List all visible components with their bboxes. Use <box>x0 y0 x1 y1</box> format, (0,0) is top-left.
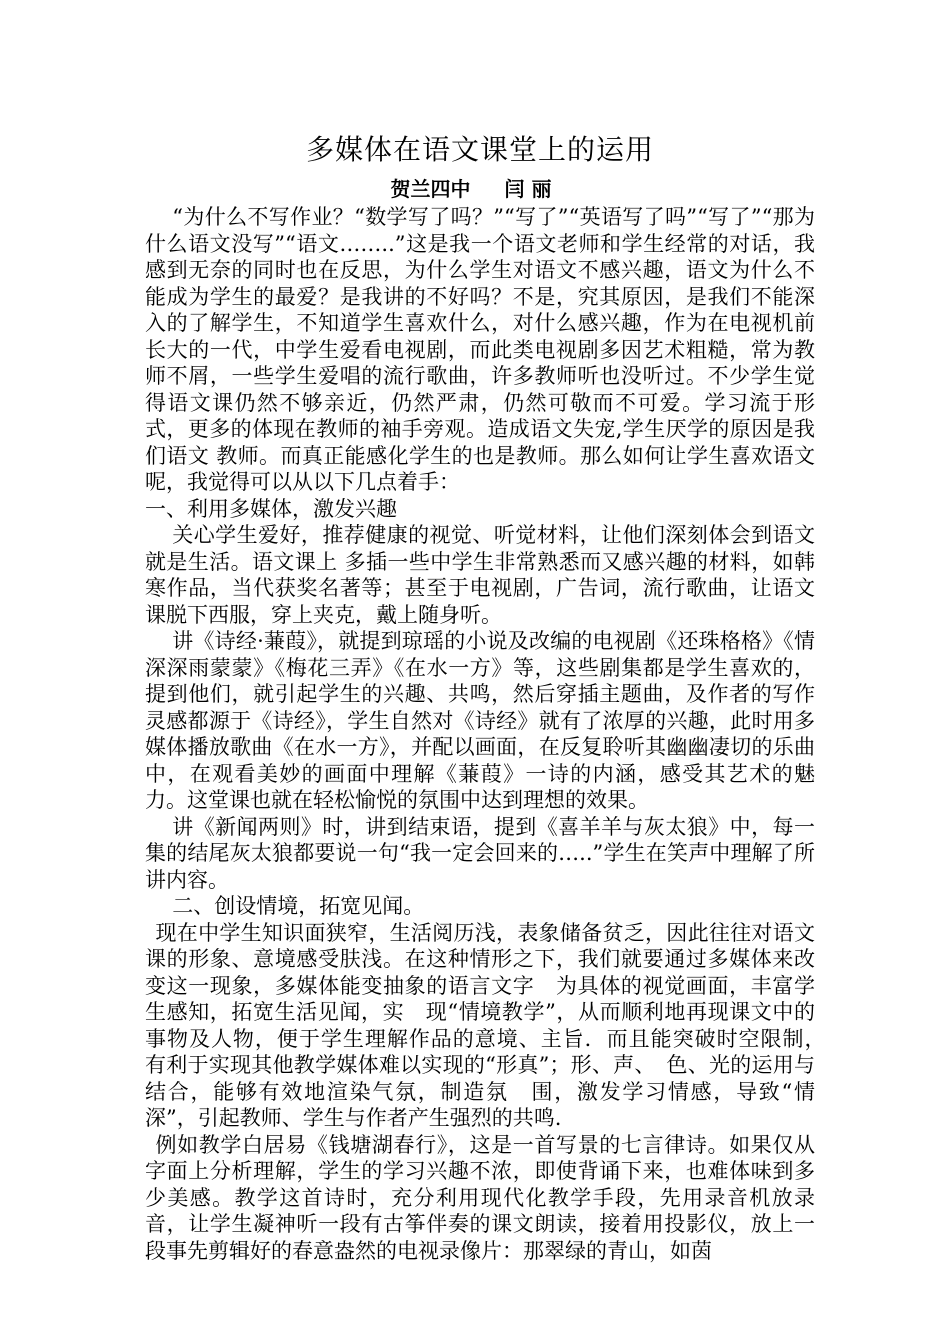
section-heading-1: 一、利用多媒体，激发兴趣 <box>145 496 397 521</box>
document-title: 多媒体在语文课堂上的运用 <box>305 133 654 166</box>
section-heading-2: 二、创设情境，拓宽见闻。 <box>172 894 425 918</box>
paragraph: 例如教学白居易《钱塘湖春行》，这是一首写景的七言律诗。如果仅从字面上分析理解，学生的学习兴趣不浓，即使背诵下来，也难体味到多少美感。教学这首诗时，充分利用现代化教学手段，先用录音机放录音，让学生凝神听一段有古筝伴奏的课文朗读，接着用投影仪，放上一段事先剪辑好的春意盎然的电视录像片：那翠绿的青山，如茵 <box>145 1132 815 1263</box>
paragraph: 关心学生爱好，推荐健康的视觉、听觉材料，让他们深刻体会到语文就是生活。语文课上 多插一些中学生非常熟悉而又感兴趣的材料，如韩寒作品，当代获奖名著等；甚至于电视剧，广告词，流行歌曲，让语文课脱下西服，穿上夹克，戴上随身听。 <box>145 523 815 627</box>
document-page <box>145 128 843 1264</box>
author-school: 贺兰四中 <box>390 177 471 201</box>
document-body <box>145 204 843 1264</box>
author-name: 闫 丽 <box>504 177 552 201</box>
paragraph: 讲《新闻两则》时，讲到结束语，提到《喜羊羊与灰太狼》中，每一集的结尾灰太狼都要说一句“我一定会回来的…..”学生在笑声中理解了所讲内容。 <box>145 814 815 892</box>
paragraph: 现在中学生知识面狭窄，生活阅历浅，表象储备贫乏，因此往往对语文课的形象、意境感受肤浅。在这种情形之下，我们就要通过多媒体来改变这一现象，多媒体能变抽象的语言文字 为具体的视觉画面，丰富学生感知，拓宽生活见闻，实 现“情境教学”，从而顺利地再现课文中的事物及人物，便于学生理解作品的意境、主旨．而且能突破时空限制， 有利于实现其他教学媒体难以实现的“形真”；形、声、 色、光的运用与结合，能够有效地渲染气氛，制造氛 围，激发学习情感，导致“情深”，引起教师、学生与作者产生强烈的共鸣. <box>145 920 843 1130</box>
paragraph-intro: “为什么不写作业？“数学写了吗？”“写了”“英语写了吗”“写了”“那为什么语文没写”“语文……..”这是我一个语文老师和学生经常的对话，我感到无奈的同时也在反思，为什么学生对语文不感兴趣，语文为什么不能成为学生的最爱？是我讲的不好吗？不是，究其原因，是我们不能深入的了解学生，不知道学生喜欢什么，对什么感兴趣，作为在电视机前长大的一代，中学生爱看电视剧，而此类电视剧多因艺术粗糙，常为教师不屑，一些学生爱唱的流行歌曲，许多教师听也没听过。不少学生觉得语文课仍然不够亲近，仍然严肃，仍然可敬而不可爱。学习流于形式，更多的体现在教师的袖手旁观。造成语文失宠,学生厌学的原因是我们语文 教师。而真正能感化学生的也是教师。那么如何让学生喜欢语文呢，我觉得可以从以下几点着手： <box>145 205 815 494</box>
author-line <box>145 174 815 204</box>
paragraph: 讲《诗经·蒹葭》，就提到琼瑶的小说及改编的电视剧《还珠格格》《情深深雨蒙蒙》《梅花三弄》《在水一方》等，这些剧集都是学生喜欢的，提到他们，就引起学生的兴趣、共鸣，然后穿插主题曲，及作者的写作灵感都源于《诗经》，学生自然对《诗经》就有了浓厚的兴趣，此时用多媒体播放歌曲《在水一方》，并配以画面，在反复聆听其幽幽凄切的乐曲中，在观看美妙的画面中理解《蒹葭》一诗的内涵，感受其艺术的魅力。这堂课也就在轻松愉悦的氛围中达到理想的效果。 <box>145 629 815 812</box>
